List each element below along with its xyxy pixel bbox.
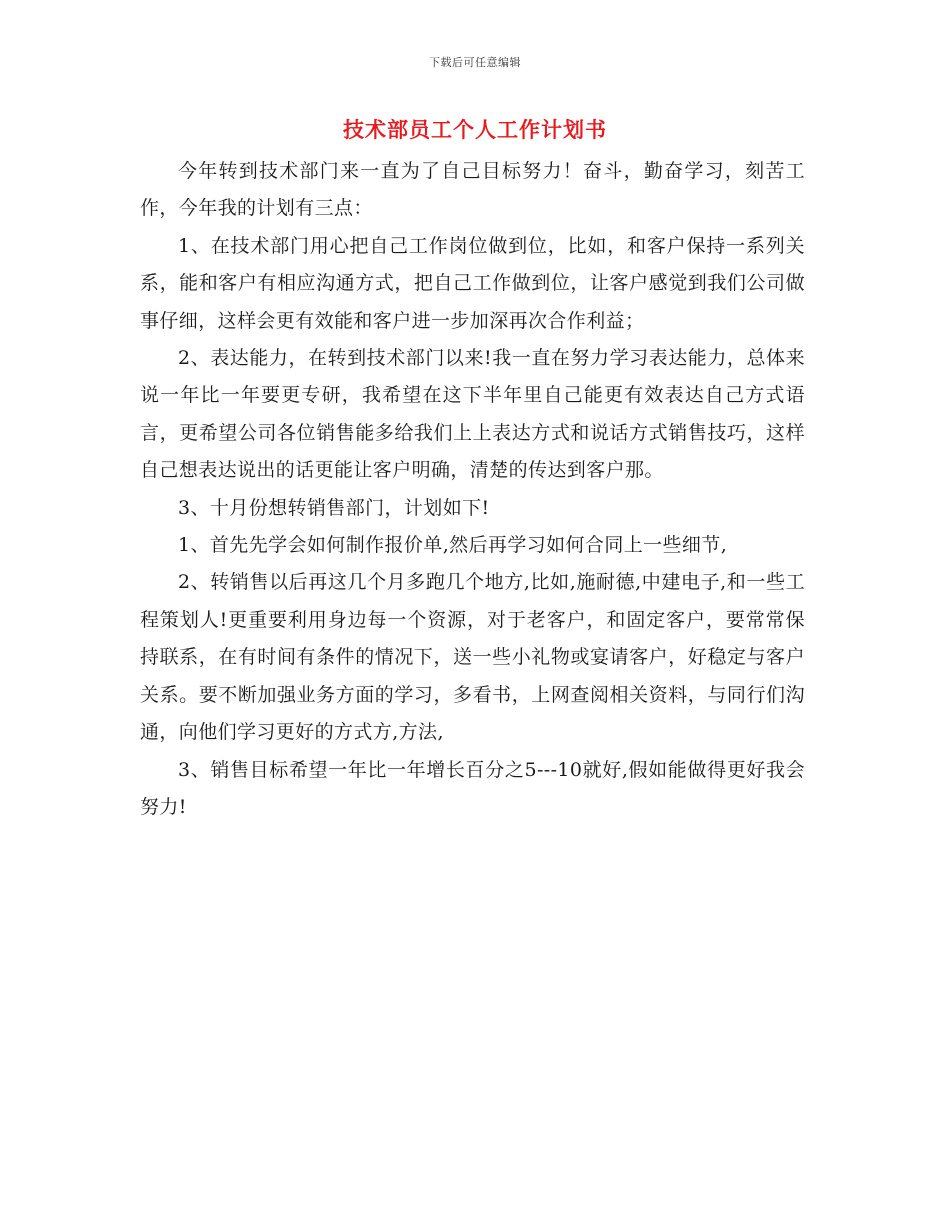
paragraph-plan-1: 1、在技术部门用心把自己工作岗位做到位，比如，和客户保持一系列关系，能和客户有相应沟通方式，把自己工作做到位，让客户感觉到我们公司做事仔细，这样会更有效能和客户进一步加深再次合作利益； [140,234,805,332]
paragraph-step-3: 3、销售目标希望一年比一年增长百分之5---10就好,假如能做得更好我会努力! [140,758,805,818]
paragraph-plan-3: 3、十月份想转销售部门，计划如下! [178,496,490,519]
document-body [140,153,805,826]
paragraph-plan-2: 2、表达能力，在转到技术部门以来!我一直在努力学习表达能力，总体来说一年比一年要更专研，我希望在这下半年里自己能更有效表达自己方式语言，更希望公司各位销售能多给我们上上表达方式和说话方式销售技巧，这样自己想表达说出的话更能让客户明确，清楚的传达到客户那。 [140,347,805,482]
paragraph-step-1: 1、首先先学会如何制作报价单,然后再学习如何合同上一些细节, [178,534,728,557]
header-note: 下载后可任意编辑 [429,56,521,69]
paragraph-step-2: 2、转销售以后再这几个月多跑几个地方,比如,施耐德,中建电子,和一些工程策划人!更重要利用身边每一个资源，对于老客户，和固定客户，要常常保持联系，在有时间有条件的情况下，送一些小礼物或宴请客户，好稳定与客户关系。要不断加强业务方面的学习，多看书，上网查阅相关资料，与同行们沟通，向他们学习更好的方式方,方法, [140,571,805,744]
document-title: 技术部员工个人工作计划书 [343,117,607,142]
paragraph-intro: 今年转到技术部门来一直为了自己目标努力！奋斗，勤奋学习，刻苦工作，今年我的计划有三点： [140,160,805,220]
